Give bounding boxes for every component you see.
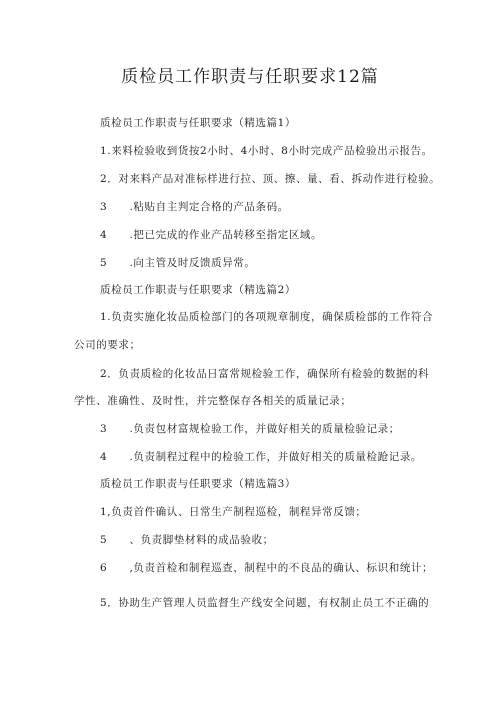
section-heading: 质检员工作职责与任职要求（精选篇1）	[100, 117, 296, 129]
list-item: 5．协助生产管理人员监督生产线安全问题，有权制止员工不正确的	[100, 597, 430, 609]
list-item: 1.负责实施化妆品质检部门的各项规章制度，确保质检部的工作符合	[100, 311, 434, 323]
list-item: 5 .向主管及时反馈质异常。	[100, 257, 256, 269]
list-item: 4 .负责制程过程中的检验工作，并做好相关的质量检跄记录。	[100, 451, 423, 463]
section-heading: 质检员工作职责与任职要求（精选篇2）	[100, 284, 296, 296]
list-item: 3 .负责包材富规检验工作，并做好相关的质量检验记录；	[100, 423, 400, 435]
section-heading: 质检员工作职责与任职要求（精选篇3）	[100, 478, 296, 490]
list-item: 4 .把已完成的作业产品转移至指定区域。	[100, 229, 323, 241]
list-item: 1,负责首件确认、日常生产制程巡检，制程异常反馈；	[100, 506, 367, 518]
list-item: 3 .粘贴自主判定合格的产品条码。	[100, 201, 289, 213]
document-title: 质检员工作职责与任职要求12篇	[121, 67, 379, 87]
list-item: 5 、负责脚垫材料的成品验收；	[100, 534, 274, 546]
list-item: 2．负责质检的化妆品日富常规检验工作，确保所有检验的数据的科	[100, 368, 430, 380]
list-item: 6 ,负责首检和制程巡查，制程中的不良品的确认、标识和统计；	[100, 562, 434, 574]
list-item: 1.来料检验收到货按2小时、4小时、8小时完成产品检验出示报告。	[100, 145, 433, 157]
list-item: 2．对来料产品对准标样进行拉、顶、擦、量、看、拆动作进行检验。	[100, 173, 441, 185]
list-item-continuation: 学性、准确性、及时性，并完整保存各相关的质量记录；	[74, 395, 352, 407]
list-item-continuation: 公司的要求；	[74, 339, 141, 351]
